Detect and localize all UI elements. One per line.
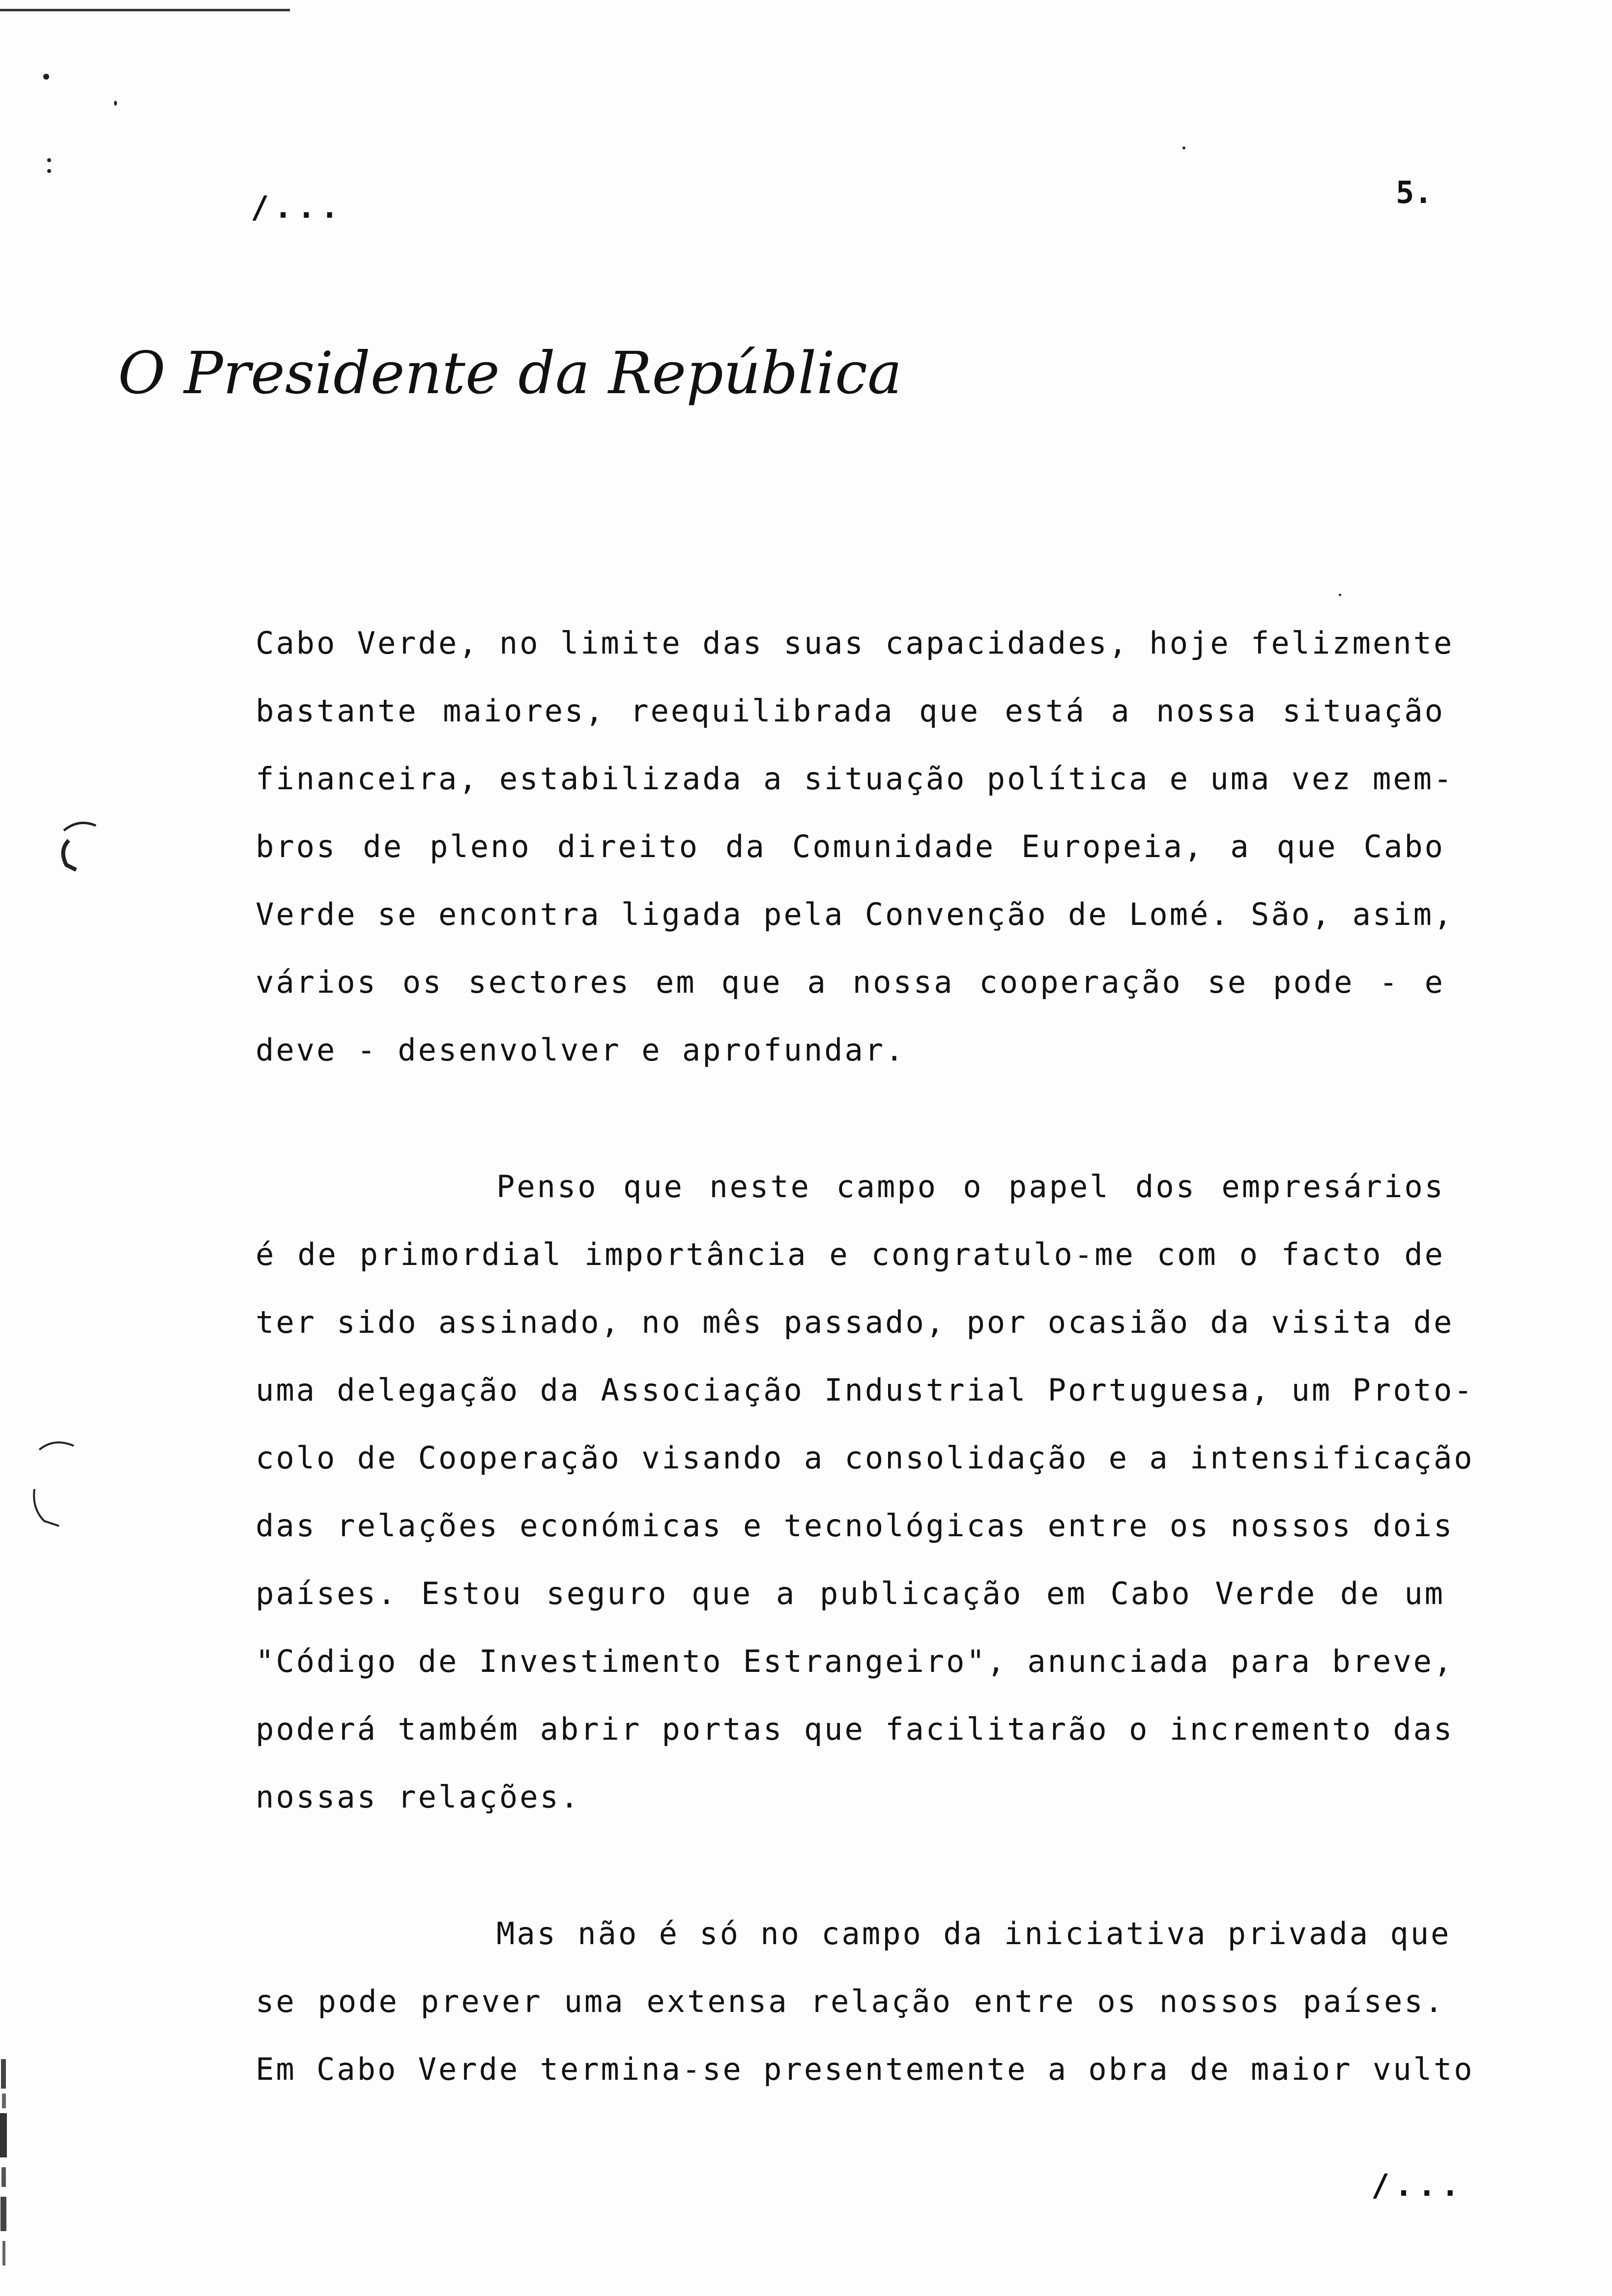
binding-edge-marks xyxy=(0,2039,13,2295)
text-line: bros de pleno direito da Comunidade Europeia, a que Cabo xyxy=(256,829,1445,864)
scan-speck xyxy=(114,101,117,106)
paragraph-3 xyxy=(256,1900,1474,2103)
punch-hole-mark-lower xyxy=(25,1435,103,1533)
text-line: países. Estou seguro que a publicação em Cabo Verde de um xyxy=(256,1576,1445,1611)
scan-speck xyxy=(1339,594,1341,596)
text-line: Em Cabo Verde termina-se presentemente a obra de maior vulto xyxy=(256,2051,1474,2087)
text-line: bastante maiores, reequilibrada que está a nossa situação xyxy=(256,693,1445,729)
text-line: "Código de Investimento Estrangeiro", anunciada para breve, xyxy=(256,1643,1454,1679)
scan-speck xyxy=(47,158,51,162)
scan-speck xyxy=(47,169,51,173)
letter-body xyxy=(256,609,1474,2172)
page-number: 5. xyxy=(1396,174,1433,210)
text-line: colo de Cooperação visando a consolidação e a intensificação xyxy=(256,1440,1474,1476)
text-line: se pode prever uma extensa relação entre os nossos países. xyxy=(256,1983,1445,2019)
text-line: uma delegação da Associação Industrial Portuguesa, um Proto- xyxy=(256,1372,1474,1408)
text-line: financeira, estabilizada a situação política e uma vez mem- xyxy=(256,761,1454,797)
text-line: ter sido assinado, no mês passado, por ocasião da visita de xyxy=(256,1304,1454,1340)
text-line: é de primordial importância e congratulo-me com o facto de xyxy=(256,1236,1445,1272)
text-line: vários os sectores em que a nossa cooperação se pode - e xyxy=(256,964,1445,1000)
paragraph-1 xyxy=(256,609,1454,1084)
text-line: nossas relações. xyxy=(256,1779,581,1815)
top-scan-rule xyxy=(0,9,290,11)
letterhead-title xyxy=(118,339,902,428)
text-line: Cabo Verde, no limite das suas capacidades, hoje felizmente xyxy=(256,625,1454,661)
text-line: poderá também abrir portas que facilitarão o incremento das xyxy=(256,1711,1454,1747)
text-line: Mas não é só no campo da iniciativa privada que xyxy=(496,1916,1451,1952)
scan-speck xyxy=(1182,146,1185,149)
scan-speck xyxy=(43,74,49,80)
continuation-marker-bottom: /... xyxy=(1371,2167,1465,2203)
text-line: Penso que neste campo o papel dos empresários xyxy=(496,1169,1445,1205)
letterhead-text: O Presidente da República xyxy=(118,339,902,407)
text-line: Verde se encontra ligada pela Convenção de Lomé. São, asim, xyxy=(256,896,1454,932)
text-line: deve - desenvolver e aprofundar. xyxy=(256,1032,906,1068)
paragraph-2 xyxy=(256,1153,1474,1831)
text-line: das relações económicas e tecnológicas entre os nossos dois xyxy=(256,1508,1454,1544)
continuation-marker-top: /... xyxy=(251,189,344,225)
punch-hole-mark-upper xyxy=(49,816,128,885)
